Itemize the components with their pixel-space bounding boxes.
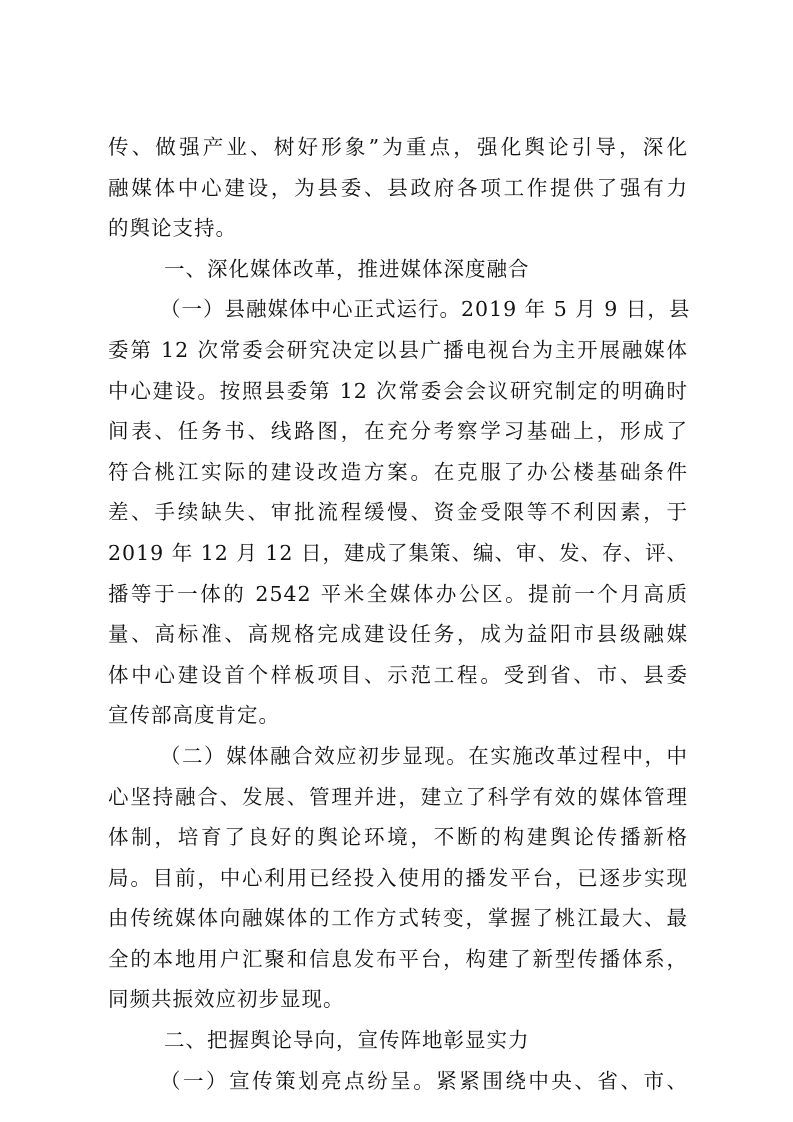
section-heading: 一、深化媒体改革，推进媒体深度融合 [164,256,530,281]
text-line: 符合桃江实际的建设改造方案。在克服了办公楼基础条件 [108,459,688,484]
text-line: 委第 12 次常委会研究决定以县广播电视台为主开展融媒体 [108,337,688,362]
text-line: 体制，培育了良好的舆论环境，不断的构建舆论传播新格 [108,825,688,850]
text-line: （一）宣传策划亮点纷呈。紧紧围绕中央、省、市、 [160,1068,688,1093]
text-line: 的舆论支持。 [108,216,237,241]
document-page [108,127,691,1101]
text-line: 传、做强产业、树好形象”为重点，强化舆论引导，深化 [108,135,688,159]
text-line: 全的本地用户汇聚和信息发布平台，构建了新型传播体系， [108,946,688,971]
text-line: 中心建设。按照县委第 12 次常委会会议研究制定的明确时 [108,378,688,403]
text-line: 心坚持融合、发展、管理并进，建立了科学有效的媒体管理 [108,784,688,809]
text-line: 由传统媒体向融媒体的工作方式转变，掌握了桃江最大、最 [108,906,688,931]
text-line: 量、高标准、高规格完成建设任务，成为益阳市县级融媒 [108,622,688,647]
text-line: （一）县融媒体中心正式运行。2019 年 5 月 9 日，县 [160,297,691,322]
text-line: 宣传部高度肯定。 [108,703,280,728]
text-line: 差、手续缺失、审批流程缓慢、资金受限等不利因素，于 [108,500,688,525]
text-line: 融媒体中心建设，为县委、县政府各项工作提供了强有力 [108,175,688,200]
text-line: 间表、任务书、线路图，在充分考察学习基础上，形成了 [108,419,688,444]
text-line: （二）媒体融合效应初步显现。在实施改革过程中，中 [160,743,688,768]
text-line: 同频共振效应初步显现。 [108,987,345,1012]
section-heading: 二、把握舆论导向，宣传阵地彰显实力 [164,1028,530,1053]
text-line: 局。目前，中心利用已经投入使用的播发平台，已逐步实现 [108,865,688,890]
text-line: 播等于一体的 2542 平米全媒体办公区。提前一个月高质 [108,581,688,606]
text-line: 体中心建设首个样板项目、示范工程。受到省、市、县委 [108,662,688,687]
text-line: 2019 年 12 月 12 日，建成了集策、编、审、发、存、评、 [108,540,688,565]
